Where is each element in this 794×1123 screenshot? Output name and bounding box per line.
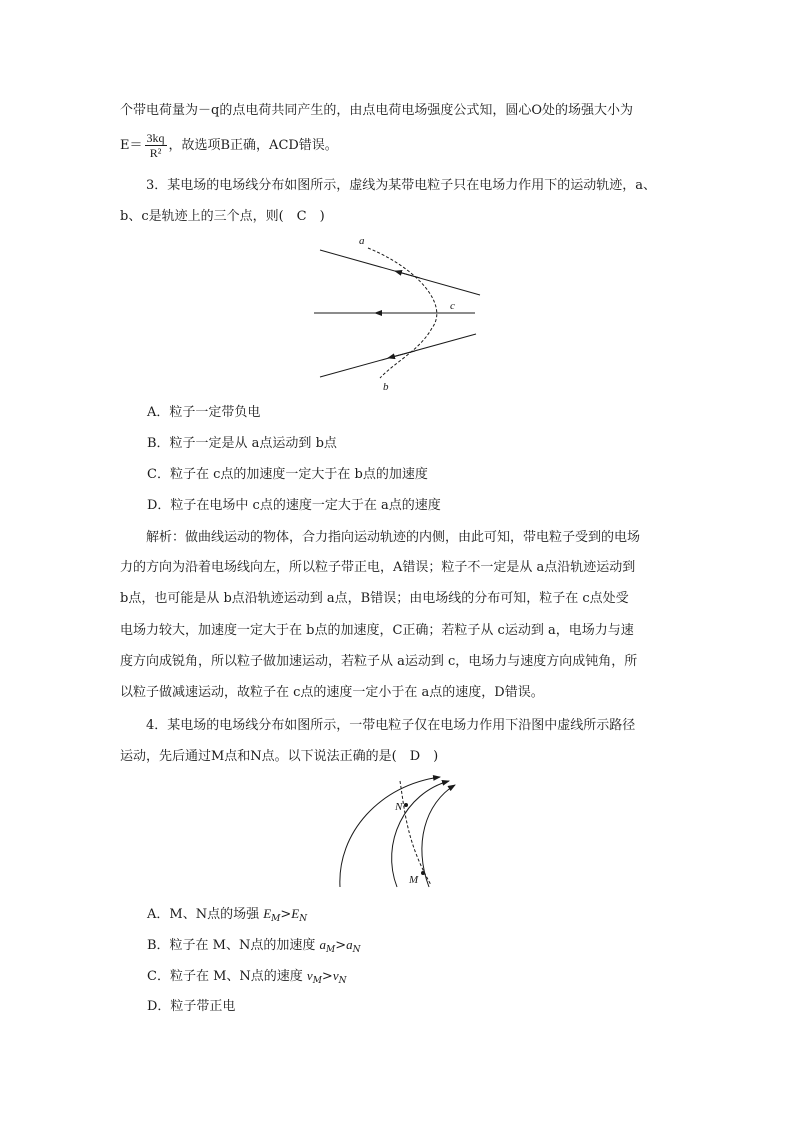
q4-field-line-right [422,785,455,887]
q4-option-c-sym2: v [332,968,339,983]
q4-figure [325,773,475,893]
q4-option-c-sym1: v [306,968,313,983]
q4-label-m: M [409,874,419,886]
q3-analysis-line-4: 电场力较大，加速度一定大于在 b点的加速度，C正确；若粒子从 c运动到 a，电场力与速 [120,623,634,638]
formula-fraction [145,131,167,160]
q4-option-b-sub1: M [326,945,336,955]
formula-lhs: E＝ [120,138,143,153]
q4-option-d: D．粒子带正电 [147,999,236,1014]
q3-analysis-line-6: 以粒子做减速运动，故粒子在 c点的速度一定小于在 a点的速度，D错误。 [120,685,544,700]
q4-stem-line-1: 4．某电场的电场线分布如图所示，一带电粒子仅在电场力作用下沿图中虚线所示路径 [146,718,636,733]
q4-option-a [147,904,307,929]
q3-option-a: A．粒子一定带负电 [147,405,261,420]
q4-option-a-rel: > [280,907,292,922]
q3-figure [300,232,500,392]
q4-point-m [421,871,425,875]
q4-option-a-sub2: N [299,914,308,924]
q4-stem-line-2: 运动，先后通过M点和N点。以下说法正确的是( D ) [120,749,439,764]
q4-option-c-sub2: N [338,976,347,986]
q3-option-d: D．粒子在电场中 c点的速度一定大于在 a点的速度 [147,498,441,513]
q4-option-c-sub1: M [312,976,322,986]
q4-option-a-text: A．M、N点的场强 [147,907,264,922]
q3-label-c: c [450,300,455,312]
q3-label-a: a [359,235,365,247]
formula-denominator: R² [149,146,162,160]
q4-label-n: N [395,801,403,813]
formula-numerator: 3kq [146,131,165,145]
q4-point-n [404,803,408,807]
q4-option-c-text: C．粒子在 M、N点的速度 [147,969,307,984]
q4-option-c [147,966,346,991]
intro-line-2-tail: ，故选项B正确，ACD错误。 [168,138,338,153]
q3-analysis-line-3: b点，也可能是从 b点沿轨迹运动到 a点，B错误；由电场线的分布可知，粒子在 c点处受 [120,591,629,606]
q4-option-b [147,935,361,960]
q4-option-b-sym2: a [346,937,353,952]
q3-analysis-line-2: 力的方向为沿着电场线向左，所以粒子带正电，A错误；粒子不一定是从 a点沿轨迹运动到 [120,560,636,575]
q4-option-a-sym2: E [291,906,300,921]
q4-particle-path [400,781,431,885]
q4-option-a-sub1: M [271,914,281,924]
q3-label-b: b [383,381,389,392]
q3-option-b: B．粒子一定是从 a点运动到 b点 [147,436,337,451]
q3-analysis-line-1: 解析：做曲线运动的物体，合力指向运动轨迹的内侧，由此可知，带电粒子受到的电场 [146,530,641,545]
q4-option-c-rel: > [321,969,333,984]
q4-option-b-sym1: a [319,937,327,952]
field-line-top-arrow [395,271,420,278]
q3-option-c: C．粒子在 c点的加速度一定大于在 b点的加速度 [147,467,428,482]
intro-line-1: 个带电荷量为－q的点电荷共同产生的，由点电荷电场强度公式知，圆心O处的场强大小为 [120,103,633,118]
q4-field-line-left [340,777,440,887]
q4-option-b-text: B．粒子在 M、N点的加速度 [147,938,320,953]
q4-option-b-rel: > [335,938,347,953]
q3-stem-line-2: b、c是轨迹上的三个点，则( C ) [120,209,325,224]
q3-analysis-line-5: 度方向成锐角，所以粒子做加速运动，若粒子从 a运动到 c，电场力与速度方向成钝角，所 [120,654,638,669]
intro-line-2 [120,131,338,160]
q3-stem-line-1: 3．某电场的电场线分布如图所示，虚线为某带电粒子只在电场力作用下的运动轨迹，a、 [146,178,657,193]
q4-option-b-sub2: N [352,945,361,955]
q4-option-a-sym1: E [263,906,272,921]
